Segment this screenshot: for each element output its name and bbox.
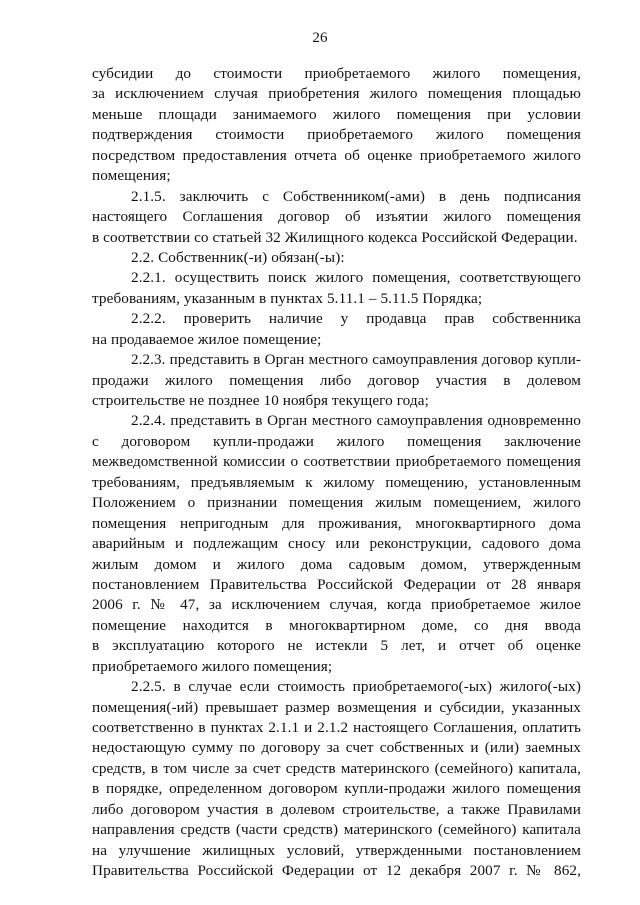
text-line: в соответствии со статьей 32 Жилищного кодекса Российской Федерации. <box>92 228 578 246</box>
text-line: помещения непригодным для проживания, многоквартирного дома <box>92 514 581 532</box>
text-line: межведомственной комиссии о соответствии приобретаемого помещения <box>92 453 581 471</box>
text-line: Положением о признании помещения жилым помещением, жилого <box>92 494 581 512</box>
text-line: помещения(-ий) превышает размер возмещения и субсидии, указанных <box>92 698 581 716</box>
text-line: субсидии до стоимости приобретаемого жилого помещения, <box>92 65 581 82</box>
text-line: Правительства Российской Федерации от 12 декабря 2007 г. № 862, <box>92 862 581 880</box>
text-line: либо договором участия в долевом строительстве, а также Правилами <box>92 800 581 818</box>
document-body <box>92 64 581 882</box>
text-line: постановлением Правительства Российской Федерации от 28 января <box>92 575 581 593</box>
text-line: требованиям, предъявляемым к жилому помещению, установленным <box>92 473 581 491</box>
text-line: жилым домом и жилого дома садовым домом, утвержденным <box>92 555 581 573</box>
text-line: соответственно в пунктах 2.1.1 и 2.1.2 настоящего Соглашения, оплатить <box>92 719 581 736</box>
text-line: в эксплуатацию которого не истекли 5 лет, и отчет об оценке <box>92 637 581 655</box>
text-line: 2.2.2. проверить наличие у продавца прав собственника <box>131 310 581 328</box>
text-line: подтверждения стоимости приобретаемого жилого помещения <box>92 126 581 144</box>
text-line: 2006 г. № 47, за исключением случая, когда приобретаемое жилое <box>92 596 581 614</box>
text-line: на улучшение жилищных условий, утвержденными постановлением <box>92 841 581 859</box>
text-line: 2.2.4. представить в Орган местного самоуправления одновременно <box>131 412 581 430</box>
text-line: 2.1.5. заключить с Собственником(-ами) в день подписания <box>131 187 581 205</box>
text-line: направления средств (части средств) материнского (семейного) капитала <box>92 821 581 839</box>
text-line: средств, в том числе за счет средств материнского (семейного) капитала, <box>92 759 581 777</box>
text-line: 2.2.5. в случае если стоимость приобретаемого(-ых) жилого(-ых) <box>131 678 581 696</box>
text-line: помещения; <box>92 167 171 185</box>
text-line: меньше площади занимаемого жилого помещения при условии <box>92 105 581 123</box>
text-line: 2.2.1. осуществить поиск жилого помещения, соответствующего <box>131 269 581 287</box>
text-line: помещение находится в многоквартирном доме, со дня ввода <box>92 616 581 634</box>
text-line: настоящего Соглашения договор об изъятии жилого помещения <box>92 208 581 226</box>
text-line: приобретаемого жилого помещения; <box>92 657 333 675</box>
text-line: 2.2.3. представить в Орган местного самоуправления договор купли- <box>131 352 581 369</box>
text-line: недостающую сумму по договору за счет собственных и (или) заемных <box>92 739 581 757</box>
text-line: продажи жилого помещения либо договор участия в долевом <box>92 371 581 389</box>
text-line: в порядке, определенном договором купли-продажи жилого помещения <box>92 780 581 798</box>
text-line: на продаваемое жилое помещение; <box>92 330 322 348</box>
text-line: за исключением случая приобретения жилого помещения площадью <box>92 85 581 103</box>
text-line: аварийным и подлежащим сносу или реконструкции, садового дома <box>92 535 581 553</box>
text-line: строительстве не позднее 10 ноября текущего года; <box>92 392 429 409</box>
text-line: требованиям, указанным в пунктах 5.11.1 – 5.11.5 Порядка; <box>92 289 483 307</box>
text-line: с договором купли-продажи жилого помещения заключение <box>92 432 581 450</box>
text-line: 2.2. Собственник(-и) обязан(-ы): <box>131 248 345 266</box>
text-line: посредством предоставления отчета об оценке приобретаемого жилого <box>92 146 581 164</box>
page-number: 26 <box>312 30 328 46</box>
